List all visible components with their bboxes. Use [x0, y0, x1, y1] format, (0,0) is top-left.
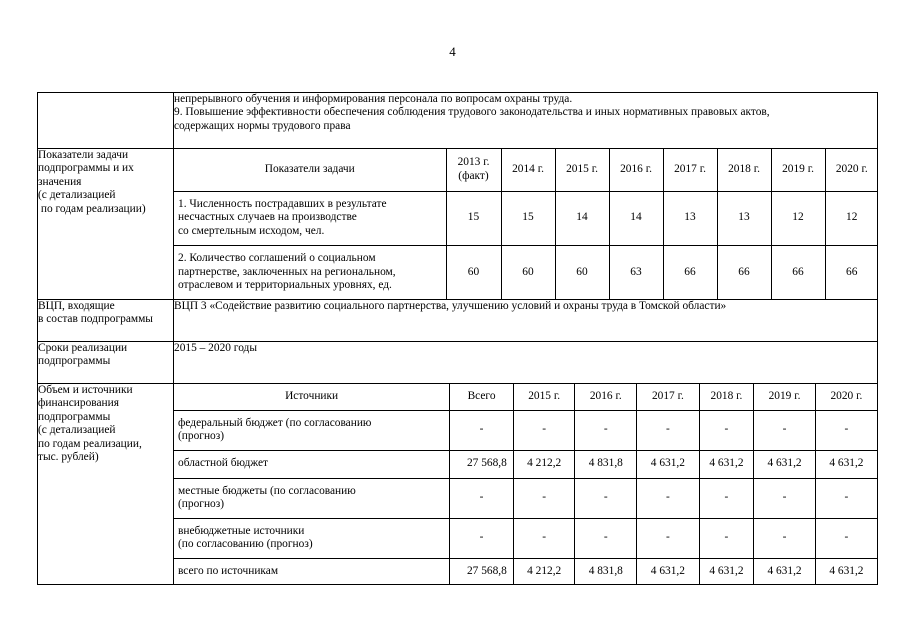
label-line: (с детализацией: [38, 424, 116, 437]
label-line: финансирования: [38, 397, 119, 410]
table-row: [174, 245, 878, 299]
value-cell: 4 631,2: [754, 450, 816, 478]
table-row: [174, 558, 877, 584]
table-row: [174, 518, 877, 558]
value-cell: 27 568,8: [450, 558, 514, 584]
value-cell: -: [513, 410, 575, 450]
text-line: непрерывного обучения и информирования персонала по вопросам охраны труда.: [174, 93, 573, 105]
page-number: 4: [449, 44, 456, 59]
value-cell: 60: [501, 245, 555, 299]
terms-label: [38, 342, 174, 384]
header-cell: 2015 г.: [513, 384, 575, 410]
value-cell: -: [815, 518, 877, 558]
text-line: содержащих нормы трудового права: [174, 119, 351, 132]
value-cell: 4 831,8: [575, 558, 637, 584]
value-cell: 12: [825, 191, 878, 245]
header-cell: 2017 г.: [663, 149, 717, 191]
top-row-label: [38, 93, 174, 149]
label-line: Показатели задачи: [38, 149, 129, 161]
value-cell: 66: [825, 245, 878, 299]
label-line: подпрограммы: [38, 410, 111, 423]
header-line: 2013 г.: [457, 156, 490, 169]
finance-header-row: [174, 384, 877, 410]
value-cell: 4 631,2: [699, 450, 754, 478]
value-cell: 4 631,2: [699, 558, 754, 584]
vcp-value: ВЦП 3 «Содействие развитию социального партнерства, улучшению условий и охраны труда в Томской области»: [174, 300, 878, 342]
label-line: в состав подпрограммы: [38, 313, 153, 326]
value-cell: 4 631,2: [754, 558, 816, 584]
value-cell: -: [575, 478, 637, 518]
label-line: ВЦП, входящие: [38, 300, 115, 312]
value-cell: -: [450, 518, 514, 558]
source-name: [174, 518, 450, 558]
table-row: [174, 410, 877, 450]
finance-label: [38, 384, 174, 585]
label-line: по годам реализации,: [38, 437, 142, 450]
value-cell: -: [699, 518, 754, 558]
value-cell: 4 831,8: [575, 450, 637, 478]
name-line: (прогноз): [178, 498, 225, 510]
value-cell: -: [637, 518, 700, 558]
source-name: [174, 478, 450, 518]
text-line: 9. Повышение эффективности обеспечения соблюдения трудового законодательства и иных нормативных правовых актов,: [174, 106, 770, 119]
source-name: [174, 558, 450, 584]
value-cell: -: [450, 410, 514, 450]
source-name: [174, 410, 450, 450]
value-cell: 4 212,2: [513, 450, 575, 478]
passport-table: [37, 92, 878, 585]
name-line: партнерстве, заключенных на региональном,: [178, 265, 396, 278]
indicators-table: [174, 149, 878, 299]
source-name: [174, 450, 450, 478]
header-cell: 2017 г.: [637, 384, 700, 410]
table-row: [174, 478, 877, 518]
header-cell-2013: [446, 149, 501, 191]
value-cell: -: [699, 478, 754, 518]
finance-content: [174, 384, 878, 585]
name-line: внебюджетные источники: [178, 524, 305, 537]
value-cell: -: [699, 410, 754, 450]
header-cell: 2019 г.: [771, 149, 825, 191]
value-cell: -: [754, 478, 816, 518]
value-cell: -: [513, 478, 575, 518]
name-line: отраслевом и территориальных уровнях, ед.: [178, 278, 392, 291]
value-cell: 66: [771, 245, 825, 299]
name-line: несчастных случаев на производстве: [178, 211, 357, 224]
header-cell: 2014 г.: [501, 149, 555, 191]
label-line: по годам реализации): [38, 202, 146, 215]
value-cell: -: [815, 410, 877, 450]
value-cell: 14: [555, 191, 609, 245]
name-line: (по согласованию (прогноз): [178, 538, 313, 550]
label-line: Объем и источники: [38, 384, 133, 396]
value-cell: -: [637, 410, 700, 450]
label-line: подпрограммы: [38, 355, 111, 368]
value-cell: 4 631,2: [637, 450, 700, 478]
label-line: (с детализацией: [38, 189, 116, 202]
name-line: федеральный бюджет (по согласованию: [178, 416, 372, 429]
value-cell: 66: [663, 245, 717, 299]
top-row-content: [174, 93, 878, 149]
value-cell: 4 631,2: [815, 558, 877, 584]
value-cell: 4 212,2: [513, 558, 575, 584]
value-cell: 15: [446, 191, 501, 245]
finance-table: [174, 384, 877, 584]
label-line: значения: [38, 175, 82, 188]
indicators-content: [174, 149, 878, 300]
header-cell: 2015 г.: [555, 149, 609, 191]
header-cell: 2016 г.: [575, 384, 637, 410]
label-line: подпрограммы и их: [38, 162, 134, 175]
name-line: областной бюджет: [178, 457, 268, 470]
value-cell: -: [450, 478, 514, 518]
value-cell: 12: [771, 191, 825, 245]
indicators-label: [38, 149, 174, 300]
header-cell: Показатели задачи: [264, 163, 355, 176]
value-cell: -: [637, 478, 700, 518]
name-line: 1. Численность пострадавших в результате: [178, 197, 387, 210]
table-row: [174, 191, 878, 245]
indicator-name: [174, 191, 446, 245]
vcp-label: [38, 300, 174, 342]
value-cell: 4 631,2: [815, 450, 877, 478]
value-cell: -: [754, 518, 816, 558]
name-line: (прогноз): [178, 430, 225, 442]
value-cell: 13: [663, 191, 717, 245]
name-line: со смертельным исходом, чел.: [178, 224, 325, 237]
header-cell: 2018 г.: [699, 384, 754, 410]
table-row: [174, 450, 877, 478]
value-cell: 60: [446, 245, 501, 299]
value-cell: 27 568,8: [450, 450, 514, 478]
value-cell: -: [815, 478, 877, 518]
header-cell: 2020 г.: [825, 149, 878, 191]
header-cell: Источники: [285, 390, 339, 403]
header-cell: Всего: [450, 384, 514, 410]
value-cell: -: [513, 518, 575, 558]
value-cell: -: [575, 518, 637, 558]
header-cell: 2020 г.: [815, 384, 877, 410]
indicators-header-row: [174, 149, 878, 191]
value-cell: 13: [717, 191, 771, 245]
header-line: (факт): [458, 169, 489, 182]
value-cell: 4 631,2: [637, 558, 700, 584]
label-line: тыс. рублей): [38, 451, 99, 464]
value-cell: 66: [717, 245, 771, 299]
label-line: Сроки реализации: [38, 342, 128, 354]
value-cell: 60: [555, 245, 609, 299]
terms-value: 2015 – 2020 годы: [174, 342, 878, 384]
name-line: 2. Количество соглашений о социальном: [178, 252, 376, 265]
value-cell: -: [575, 410, 637, 450]
value-cell: 63: [609, 245, 663, 299]
header-cell: 2018 г.: [717, 149, 771, 191]
value-cell: 15: [501, 191, 555, 245]
header-cell: 2019 г.: [754, 384, 816, 410]
header-cell: 2016 г.: [609, 149, 663, 191]
value-cell: -: [754, 410, 816, 450]
value-cell: 14: [609, 191, 663, 245]
name-line: местные бюджеты (по согласованию: [178, 484, 356, 497]
indicator-name: [174, 245, 446, 299]
name-line: всего по источникам: [178, 564, 279, 577]
